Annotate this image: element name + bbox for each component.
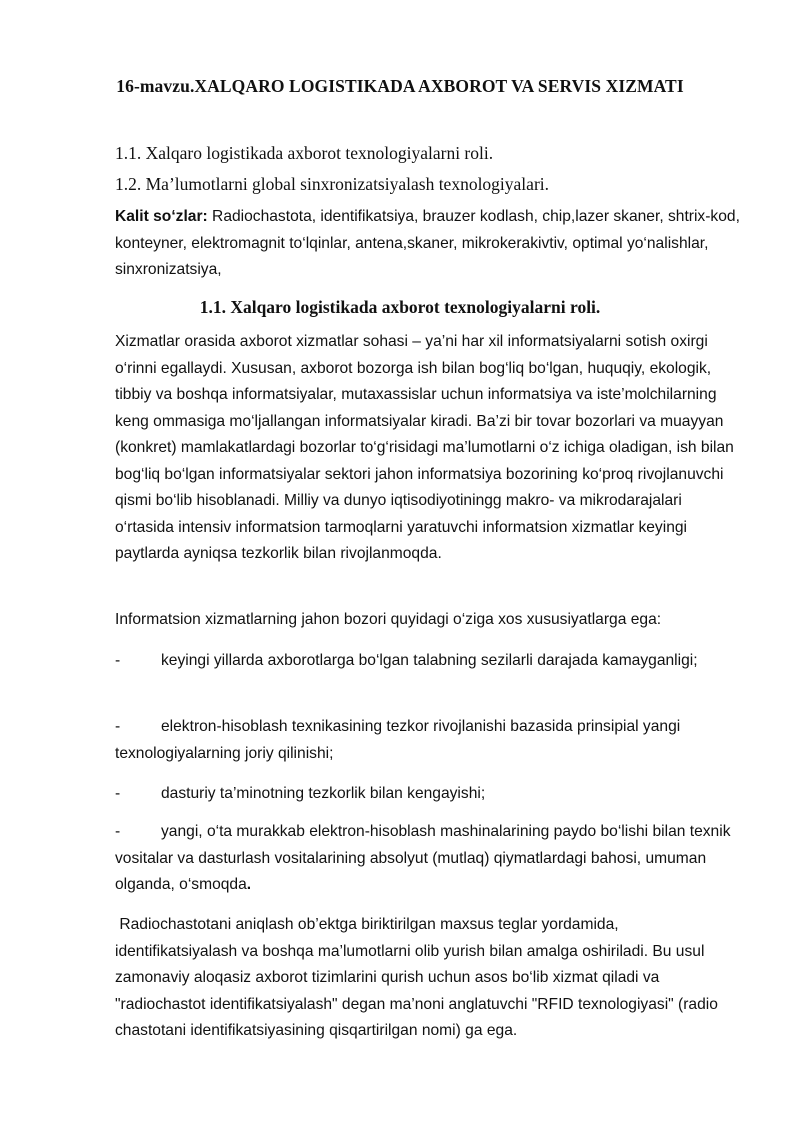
bullet-text: keyingi yillarda axborotlarga bo‘lgan talabning sezilarli darajada kamayganligi; [161, 652, 698, 669]
paragraph-intro: Xizmatlar orasida axborot xizmatlar sohasi – ya’ni har xil informatsiyalarni sotish oxirgi o‘rinni egallaydi. Xususan, axborot bozorga ish bilan bog‘liq bo‘lgan, huquqiy, ekologik, tibbiy va boshqa informatsiyalar, mutaxassislar uchun informatsiya va iste’molchilarning keng ommasiga mo‘ljallangan informatsiyalar kiradi. Ba’zi bir tovar bozorlari va muayyan (konkret) mamlakatlardagi bozorlar to‘g‘risidagi ma’lumotlarni o‘z ichiga oladigan, ish bilan bog‘liq bo‘lgan informatsiyalar sektori jahon informatsiya bozorining ko‘proq rivojlanuvchi qismi bo‘lib hisoblanadi. Milliy va dunyo iqtisodiyotiningg makro- va mikrodarajalari o‘rtasida intensiv informatsion tarmoqlarni yaratuvchi informatsion xizmatlar keyingi paytlarda ayniqsa tezkorlik bilan rivojlanmoqda. [115, 333, 734, 562]
bullet-text: yangi, o‘ta murakkab elektron-hisoblash mashinalarining paydo bo‘lishi bilan texnik vositalar va dasturlash vositalarining absolyut (mutlaq) qiymatlardagi bahosi, umuman olganda, o‘smoqda [115, 823, 731, 893]
bullet-dash: - [115, 652, 121, 669]
bullet-dash: - [115, 718, 121, 735]
bullet-dash: - [115, 785, 121, 802]
bullet-item-4 [115, 819, 740, 899]
keywords-label: Kalit so‘zlar: [115, 208, 208, 225]
paragraph-features: Informatsion xizmatlarning jahon bozori quyidagi o‘ziga xos xususiyatlarga ega: [115, 611, 662, 628]
bullet-end-period: . [246, 876, 252, 893]
toc-item-1: 1.1. Xalqaro logistikada axborot texnologiyalarni roli. [115, 143, 494, 163]
bullet-text: dasturiy ta’minotning tezkorlik bilan kengayishi; [161, 785, 486, 802]
bullet-item-2 [115, 714, 740, 767]
toc-item-2: 1.2. Ma’lumotlarni global sinxronizatsiyalash texnologiyalari. [115, 174, 550, 194]
bullet-text: elektron-hisoblash texnikasining tezkor rivojlanishi bazasida prinsipial yangi texnologiyalarning joriy qilinishi; [115, 718, 681, 762]
paragraph-rfid: Radiochastotani aniqlash ob’ektga biriktirilgan maxsus teglar yordamida, identifikatsiyalash va boshqa ma’lumotlarni olib yurish bilan amalga oshiriladi. Bu usul zamonaviy aloqasiz axborot tizimlarini qurish uchun asos bo‘lib xizmat qiladi va "radiochastot identifikatsiyalash" degan ma’noni anglatuvchi "RFID texnologiyasi" (radio chastotani identifikatsiyasining qisqartirilgan nomi) ga ega. [115, 916, 723, 1039]
section-heading: 1.1. Xalqaro logistikada axborot texnologiyalarni roli. [199, 297, 601, 317]
keywords-text: Radiochastota, identifikatsiya, brauzer kodlash, chip,lazer skaner, shtrix-kod, konteyner, elektromagnit to‘lqinlar, antena,skaner, mikrokerakivtiv, optimal yo‘nalishlar, sinxronizatsiya, [115, 208, 740, 278]
bullet-item-3 [115, 781, 740, 808]
page-title: 16-mavzu.XALQARO LOGISTIKADA AXBOROT VA SERVIS XIZMATI [116, 76, 684, 96]
bullet-item-1 [115, 648, 740, 675]
bullet-dash: - [115, 823, 121, 840]
keywords-paragraph [115, 204, 740, 284]
